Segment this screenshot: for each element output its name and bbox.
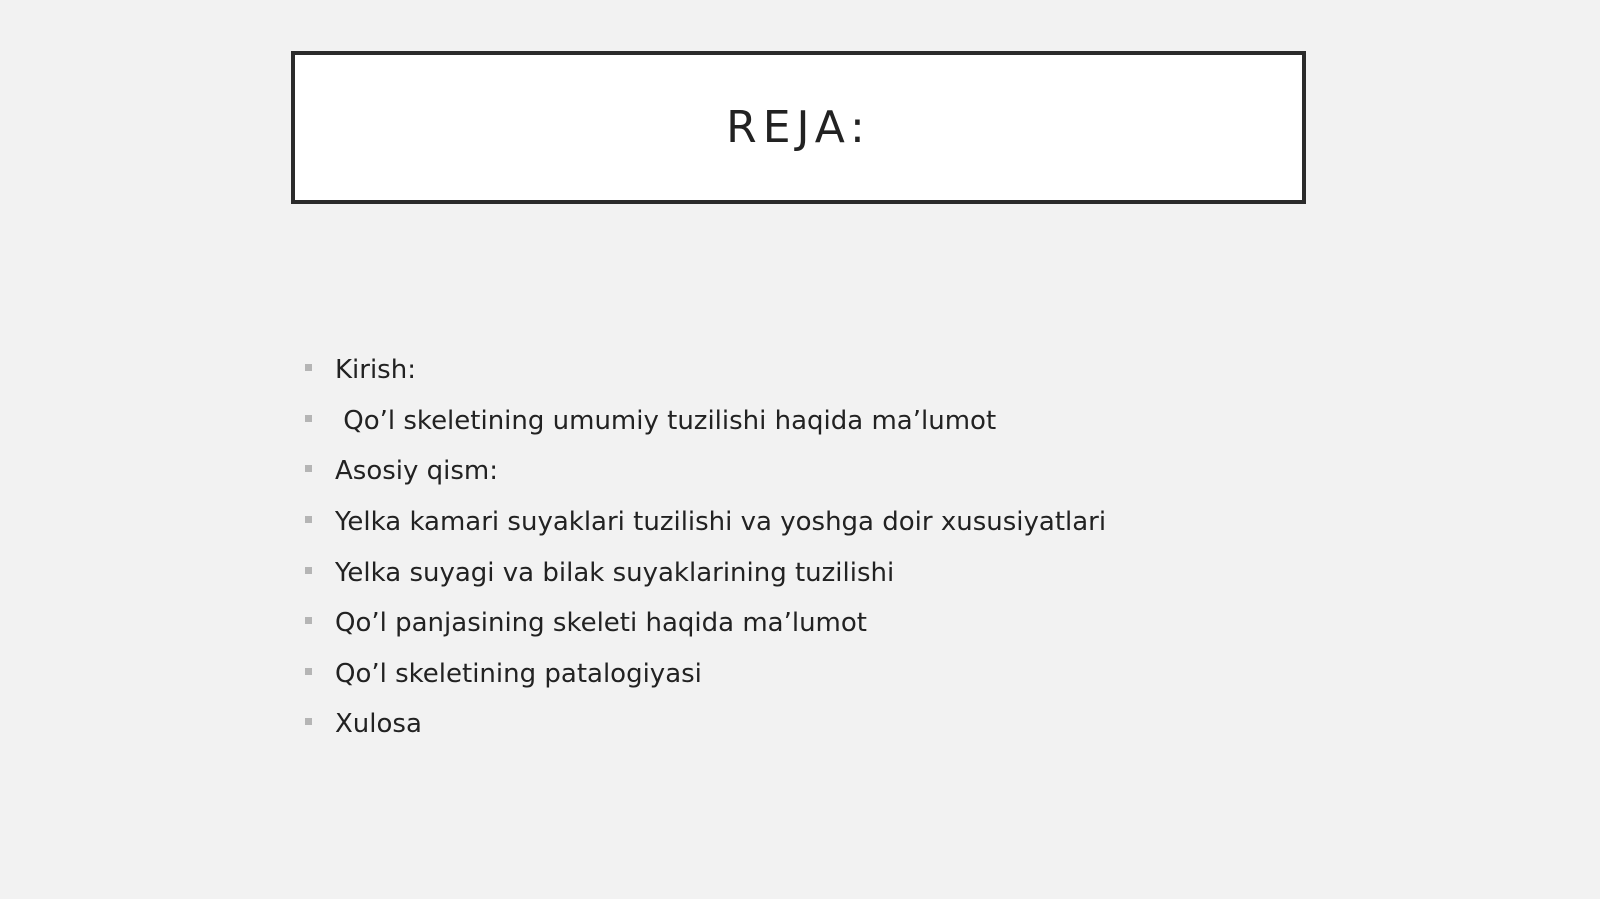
square-bullet-icon — [305, 617, 312, 624]
list-item — [300, 699, 1300, 750]
square-bullet-icon — [305, 567, 312, 574]
square-bullet-icon — [305, 415, 312, 422]
square-bullet-icon — [305, 516, 312, 523]
square-bullet-icon — [305, 668, 312, 675]
square-bullet-icon — [305, 718, 312, 725]
list-item-text: Yelka kamari suyaklari tuzilishi va yoshga doir xususiyatlari — [335, 507, 1107, 538]
list-item-text: Qo’l panjasining skeleti haqida ma’lumot — [335, 608, 867, 639]
list-item-text: Xulosa — [335, 709, 422, 740]
square-bullet-icon — [305, 364, 312, 371]
list-item-text: Qo’l skeletining umumiy tuzilishi haqida ma’lumot — [335, 405, 997, 436]
list-item-text: Kirish: — [335, 355, 416, 386]
list-item — [300, 396, 1300, 447]
square-bullet-icon — [305, 465, 312, 472]
list-item-text: Asosiy qism: — [335, 456, 499, 487]
list-item — [300, 547, 1300, 598]
list-item — [300, 345, 1300, 396]
list-item — [300, 446, 1300, 497]
list-item-text: Qo’l skeletining patalogiyasi — [335, 658, 702, 689]
list-item-text: Yelka suyagi va bilak suyaklarining tuzilishi — [335, 557, 895, 588]
slide-title: REJA: — [726, 102, 871, 153]
title-box — [291, 51, 1306, 204]
list-item — [300, 497, 1300, 548]
bullet-list — [300, 345, 1300, 750]
list-item — [300, 649, 1300, 700]
list-item — [300, 598, 1300, 649]
